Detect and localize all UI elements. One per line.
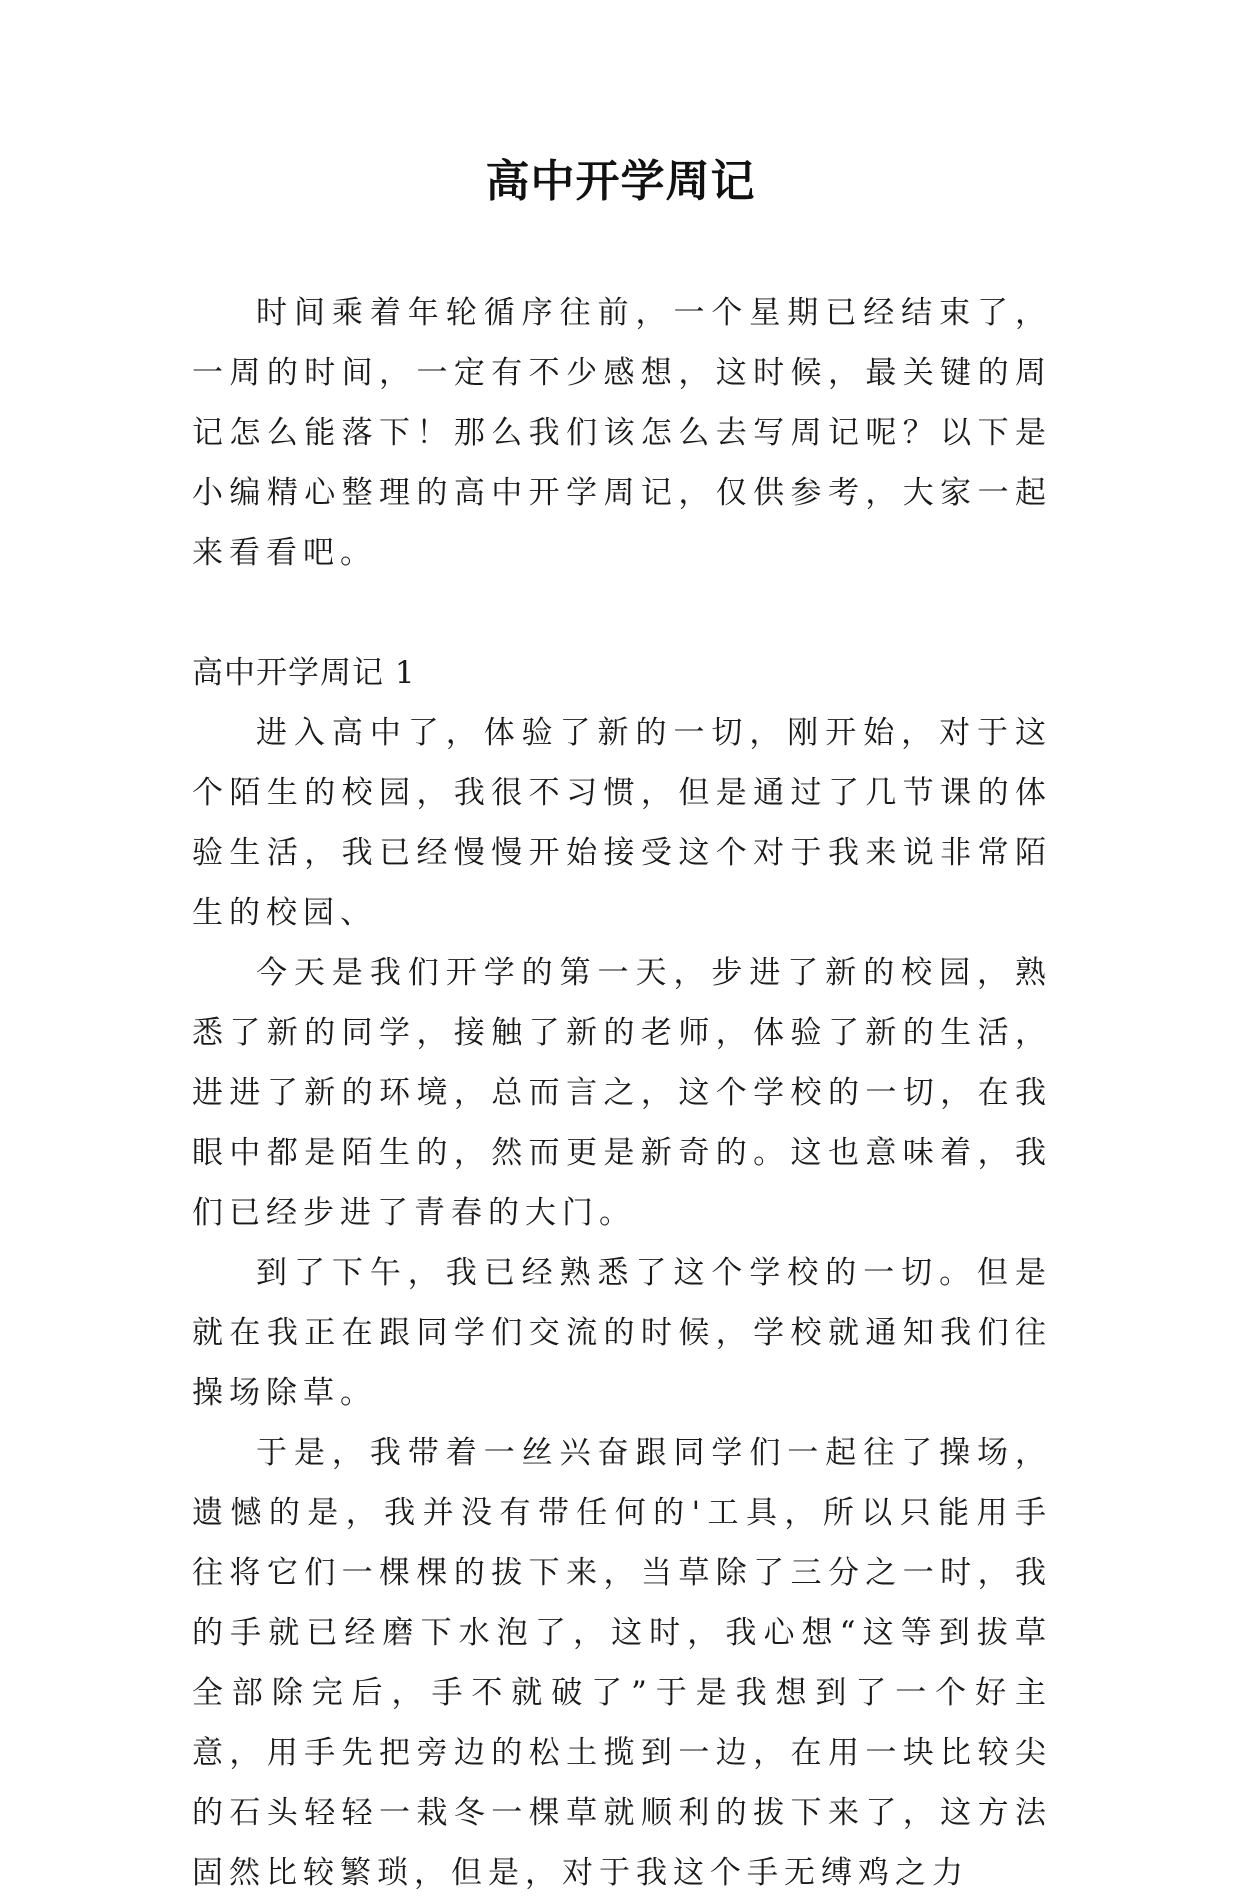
intro-paragraph: 时间乘着年轮循序往前，一个星期已经结束了，一周的时间，一定有不少感想，这时候，最关键的周记怎么能落下！那么我们该怎么去写周记呢？以下是小编精心整理的高中开学周记，仅供参考，大家一起来看看吧。 [192,295,1052,571]
body-paragraph-4: 于是，我带着一丝兴奋跟同学们一起往了操场，遗憾的是，我并没有带任何的'工具，所以只能用手往将它们一棵棵的拔下来，当草除了三分之一时，我的手就已经磨下水泡了，这时，我心想“这等到拔草全部除完后，手不就破了”于是我想到了一个好主意，用手先把旁边的松土揽到一边，在用一块比较尖的石头轻轻一栽冬一棵草就顺利的拔下来了，这方法固然比较繁琐，但是，对于我这个手无缚鸡之力 [192,1435,1052,1891]
body-paragraph-3: 到了下午，我已经熟悉了这个学校的一切。但是就在我正在跟同学们交流的时候，学校就通知我们往操场除草。 [192,1255,1052,1411]
body-paragraph-1: 进入高中了，体验了新的一切，刚开始，对于这个陌生的校园，我很不习惯，但是通过了几节课的体验生活，我已经慢慢开始接受这个对于我来说非常陌生的校园、 [192,715,1052,931]
paragraph-spacer [192,583,1052,643]
document-title: 高中开学周记 [485,156,756,207]
section-heading: 高中开学周记 1 [192,655,416,691]
document-body [192,283,1052,1903]
body-paragraph-2: 今天是我们开学的第一天，步进了新的校园，熟悉了新的同学，接触了新的老师，体验了新的生活，进进了新的环境，总而言之，这个学校的一切，在我眼中都是陌生的，然而更是新奇的。这也意味着，我们已经步进了青春的大门。 [192,955,1052,1231]
